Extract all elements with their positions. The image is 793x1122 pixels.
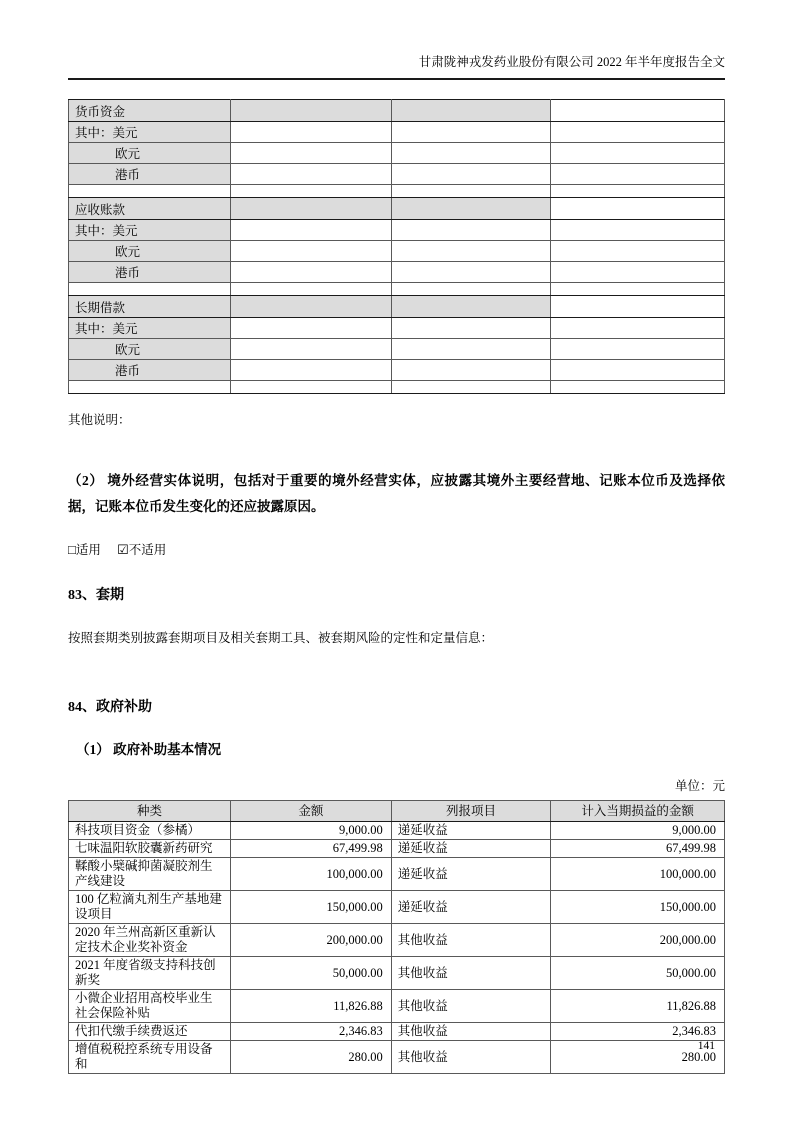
subsidy-type-cell: 小微企业招用高校毕业生社会保险补贴 — [69, 990, 231, 1023]
subsidy-header-row — [69, 801, 725, 822]
fx-row-label-cell: 港币 — [69, 360, 231, 381]
section-83-body: 按照套期类别披露套期项目及相关套期工具、被套期风险的定性和定量信息： — [68, 631, 494, 645]
subsidy-row — [69, 924, 725, 957]
subsidy-current-cell: 100,000.00 — [551, 858, 725, 891]
subsidy-amount-cell: 50,000.00 — [231, 957, 392, 990]
unit-label: 单位：元 — [674, 779, 725, 793]
subsidy-row — [69, 957, 725, 990]
value-cell — [231, 262, 392, 283]
fx-usd-row — [69, 122, 725, 143]
empty-cell — [231, 283, 392, 296]
applicable-label: 适用 — [75, 543, 101, 557]
subsidy-amount-cell: 280.00 — [231, 1041, 392, 1074]
empty-cell — [69, 381, 231, 394]
value-cell — [391, 318, 550, 339]
subsidy-current-cell: 9,000.00 — [551, 822, 725, 840]
column-header: 种类 — [69, 801, 231, 822]
subsidy-type-cell: 增值税税控系统专用设备和 — [69, 1041, 231, 1074]
subsidy-table — [68, 800, 725, 1074]
column-header: 列报项目 — [391, 801, 550, 822]
value-cell — [391, 220, 550, 241]
value-cell — [551, 220, 725, 241]
fx-empty-row — [69, 283, 725, 296]
empty-cell — [551, 381, 725, 394]
fx-usd-row — [69, 220, 725, 241]
value-cell — [551, 318, 725, 339]
empty-cell — [231, 381, 392, 394]
empty-cell — [391, 185, 550, 198]
value-cell — [551, 262, 725, 283]
subsidy-item-cell: 其他收益 — [391, 924, 550, 957]
empty-cell — [231, 185, 392, 198]
subsidy-item-cell: 递延收益 — [391, 858, 550, 891]
fx-row-label-cell: 港币 — [69, 164, 231, 185]
fx-hkd-row — [69, 164, 725, 185]
fx-hkd-row — [69, 360, 725, 381]
column-header: 金额 — [231, 801, 392, 822]
value-cell — [391, 100, 550, 122]
subsidy-amount-cell: 200,000.00 — [231, 924, 392, 957]
value-cell — [551, 164, 725, 185]
fx-section-row — [69, 198, 725, 220]
fx-row-label-cell: 其中：美元 — [69, 122, 231, 143]
value-cell — [551, 339, 725, 360]
fx-hkd-row — [69, 262, 725, 283]
value-cell — [391, 296, 550, 318]
fx-empty-row — [69, 381, 725, 394]
fx-eur-row — [69, 241, 725, 262]
empty-cell — [391, 283, 550, 296]
column-header: 计入当期损益的金额 — [551, 801, 725, 822]
fx-eur-row — [69, 339, 725, 360]
fx-row-label-cell: 其中：美元 — [69, 220, 231, 241]
value-cell — [391, 198, 550, 220]
value-cell — [391, 339, 550, 360]
value-cell — [231, 122, 392, 143]
subsidy-item-cell: 递延收益 — [391, 822, 550, 840]
empty-cell — [69, 185, 231, 198]
subsidy-item-cell: 其他收益 — [391, 957, 550, 990]
fx-section-title-cell: 应收账款 — [69, 198, 231, 220]
value-cell — [231, 241, 392, 262]
fx-usd-row — [69, 318, 725, 339]
fx-eur-row — [69, 143, 725, 164]
subsidy-row — [69, 1023, 725, 1041]
value-cell — [551, 100, 725, 122]
value-cell — [231, 143, 392, 164]
subsidy-item-cell: 其他收益 — [391, 1023, 550, 1041]
section-84-heading: 84、政府补助 — [68, 700, 152, 715]
fx-row-label-cell: 其中：美元 — [69, 318, 231, 339]
fx-empty-row — [69, 185, 725, 198]
overseas-entity-note: （2） 境外经营实体说明，包括对于重要的境外经营实体，应披露其境外主要经营地、记账本位币及选择依据，记账本位币发生变化的还应披露原因。 — [68, 473, 725, 514]
value-cell — [231, 318, 392, 339]
fx-section-row — [69, 296, 725, 318]
subsidy-row — [69, 1041, 725, 1074]
value-cell — [231, 296, 392, 318]
fx-row-label-cell: 欧元 — [69, 143, 231, 164]
subsidy-amount-cell: 67,499.98 — [231, 840, 392, 858]
subsidy-type-cell: 七味温阳软胶囊新药研究 — [69, 840, 231, 858]
value-cell — [231, 220, 392, 241]
checkbox-unchecked-icon: □ — [68, 542, 76, 557]
fx-row-label-cell: 港币 — [69, 262, 231, 283]
subsidy-row — [69, 822, 725, 840]
other-note-label: 其他说明： — [68, 413, 131, 427]
value-cell — [391, 143, 550, 164]
subsidy-current-cell: 50,000.00 — [551, 957, 725, 990]
subsidy-current-cell: 11,826.88 — [551, 990, 725, 1023]
value-cell — [551, 143, 725, 164]
subsidy-current-cell: 200,000.00 — [551, 924, 725, 957]
fx-section-title-cell: 货币资金 — [69, 100, 231, 122]
subsidy-type-cell: 代扣代缴手续费返还 — [69, 1023, 231, 1041]
subsidy-current-cell: 150,000.00 — [551, 891, 725, 924]
page-number: 141 — [697, 1040, 715, 1052]
value-cell — [551, 198, 725, 220]
subsidy-type-cell: 2021 年度省级支持科技创新奖 — [69, 957, 231, 990]
value-cell — [231, 339, 392, 360]
subsidy-type-cell: 科技项目资金（参橘） — [69, 822, 231, 840]
empty-cell — [551, 185, 725, 198]
subsidy-amount-cell: 9,000.00 — [231, 822, 392, 840]
subsidy-current-cell: 280.00 — [551, 1041, 725, 1074]
fx-section-row — [69, 100, 725, 122]
empty-cell — [551, 283, 725, 296]
value-cell — [551, 296, 725, 318]
not-applicable-label: 不适用 — [128, 543, 167, 557]
value-cell — [391, 122, 550, 143]
value-cell — [391, 262, 550, 283]
foreign-currency-table — [68, 99, 725, 394]
subsidy-current-cell: 2,346.83 — [551, 1023, 725, 1041]
doc-header-title: 甘肃陇神戎发药业股份有限公司 2022 年半年度报告全文 — [418, 55, 725, 69]
empty-cell — [391, 381, 550, 394]
checkbox-checked-icon: ☑ — [117, 542, 129, 557]
subsidy-row — [69, 891, 725, 924]
subsidy-item-cell: 递延收益 — [391, 840, 550, 858]
value-cell — [391, 360, 550, 381]
subsidy-amount-cell: 150,000.00 — [231, 891, 392, 924]
value-cell — [551, 241, 725, 262]
subsidy-item-cell: 递延收益 — [391, 891, 550, 924]
subsidy-amount-cell: 100,000.00 — [231, 858, 392, 891]
subsidy-item-cell: 其他收益 — [391, 990, 550, 1023]
value-cell — [391, 164, 550, 185]
value-cell — [231, 198, 392, 220]
value-cell — [551, 122, 725, 143]
value-cell — [231, 100, 392, 122]
subsidy-item-cell: 其他收益 — [391, 1041, 550, 1074]
empty-cell — [69, 283, 231, 296]
value-cell — [231, 360, 392, 381]
doc-header — [68, 0, 725, 80]
subsidy-type-cell: 2020 年兰州高新区重新认定技术企业奖补资金 — [69, 924, 231, 957]
subsidy-row — [69, 840, 725, 858]
subsidy-current-cell: 67,499.98 — [551, 840, 725, 858]
subsidy-type-cell: 鞣酸小檗碱抑菌凝胶剂生产线建设 — [69, 858, 231, 891]
fx-section-title-cell: 长期借款 — [69, 296, 231, 318]
value-cell — [231, 164, 392, 185]
subsidy-amount-cell: 11,826.88 — [231, 990, 392, 1023]
section-84-1-heading: （1） 政府补助基本情况 — [76, 742, 222, 757]
subsidy-row — [69, 858, 725, 891]
section-83-heading: 83、套期 — [68, 588, 124, 603]
subsidy-type-cell: 100 亿粒滴丸剂生产基地建设项目 — [69, 891, 231, 924]
value-cell — [551, 360, 725, 381]
applicability-row — [68, 540, 725, 558]
subsidy-row — [69, 990, 725, 1023]
subsidy-amount-cell: 2,346.83 — [231, 1023, 392, 1041]
value-cell — [391, 241, 550, 262]
fx-row-label-cell: 欧元 — [69, 339, 231, 360]
fx-row-label-cell: 欧元 — [69, 241, 231, 262]
